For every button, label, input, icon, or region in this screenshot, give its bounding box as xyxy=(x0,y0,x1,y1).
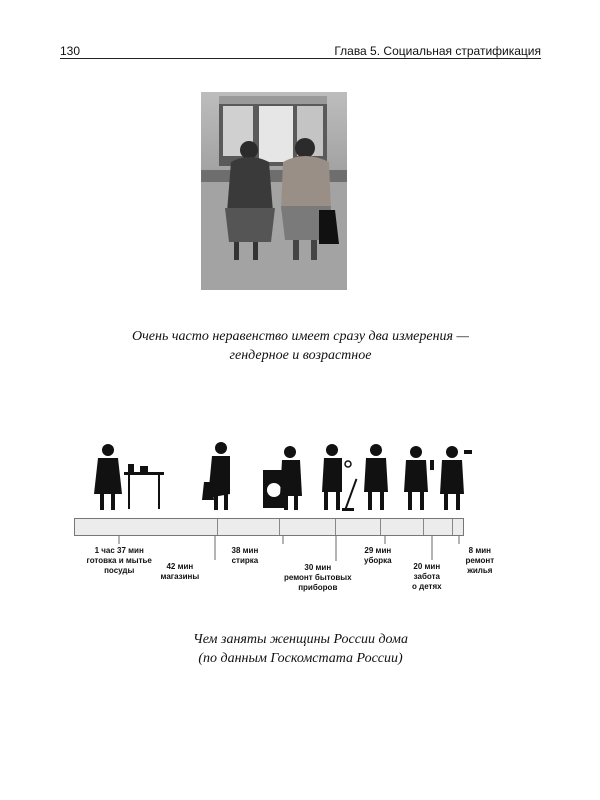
chart-caption xyxy=(60,630,541,668)
time-label xyxy=(284,563,352,593)
time-bar-segment xyxy=(381,519,424,535)
time-label xyxy=(466,546,495,576)
time-bar-segment xyxy=(75,519,218,535)
time-bar-segment xyxy=(336,519,380,535)
time-label xyxy=(412,562,442,592)
time-label-line: стирка xyxy=(231,556,259,565)
time-label-line: 42 мин xyxy=(166,562,194,571)
time-label-line: 20 мин xyxy=(413,562,441,571)
time-label-line: забота xyxy=(413,572,440,581)
page-header xyxy=(60,44,541,59)
photo-caption-line: гендерное и возрастное xyxy=(229,348,372,363)
time-label-line: о детях xyxy=(412,582,442,591)
time-label-line: ремонт бытовых xyxy=(284,573,352,582)
time-label-line: 1 час 37 мин xyxy=(94,546,144,555)
time-label xyxy=(87,546,152,576)
time-label xyxy=(232,546,259,566)
time-label-line: магазины xyxy=(160,572,200,581)
time-bar-segment xyxy=(453,519,465,535)
time-bar xyxy=(74,518,464,536)
time-label-line: 29 мин xyxy=(364,546,392,555)
time-bar-segment xyxy=(218,519,280,535)
time-label-line: ремонт xyxy=(465,556,495,565)
time-label-line: 8 мин xyxy=(468,546,492,555)
photo-two-women xyxy=(201,92,347,290)
photo-caption-line: Очень часто неравенство имеет сразу два измерения — xyxy=(132,329,469,344)
photo-caption xyxy=(60,327,541,365)
time-label-line: жилья xyxy=(467,566,493,575)
time-label-line: 30 мин xyxy=(304,563,332,572)
time-label xyxy=(161,562,200,582)
time-bar-segment xyxy=(424,519,454,535)
chart-caption-line: (по данным Госкомстата России) xyxy=(198,651,403,666)
time-label-line: посуды xyxy=(104,566,135,575)
time-label-line: 38 мин xyxy=(231,546,259,555)
chapter-title: Глава 5. Социальная стратификация xyxy=(334,44,541,58)
chart-caption-line: Чем заняты женщины России дома xyxy=(193,632,408,647)
time-label-line: готовка и мытье xyxy=(86,556,152,565)
housework-silhouettes xyxy=(80,438,480,518)
time-label xyxy=(364,546,392,566)
time-bar-segment xyxy=(280,519,336,535)
page-number: 130 xyxy=(60,44,81,58)
time-label-line: уборка xyxy=(364,556,392,565)
time-label-line: приборов xyxy=(298,583,338,592)
